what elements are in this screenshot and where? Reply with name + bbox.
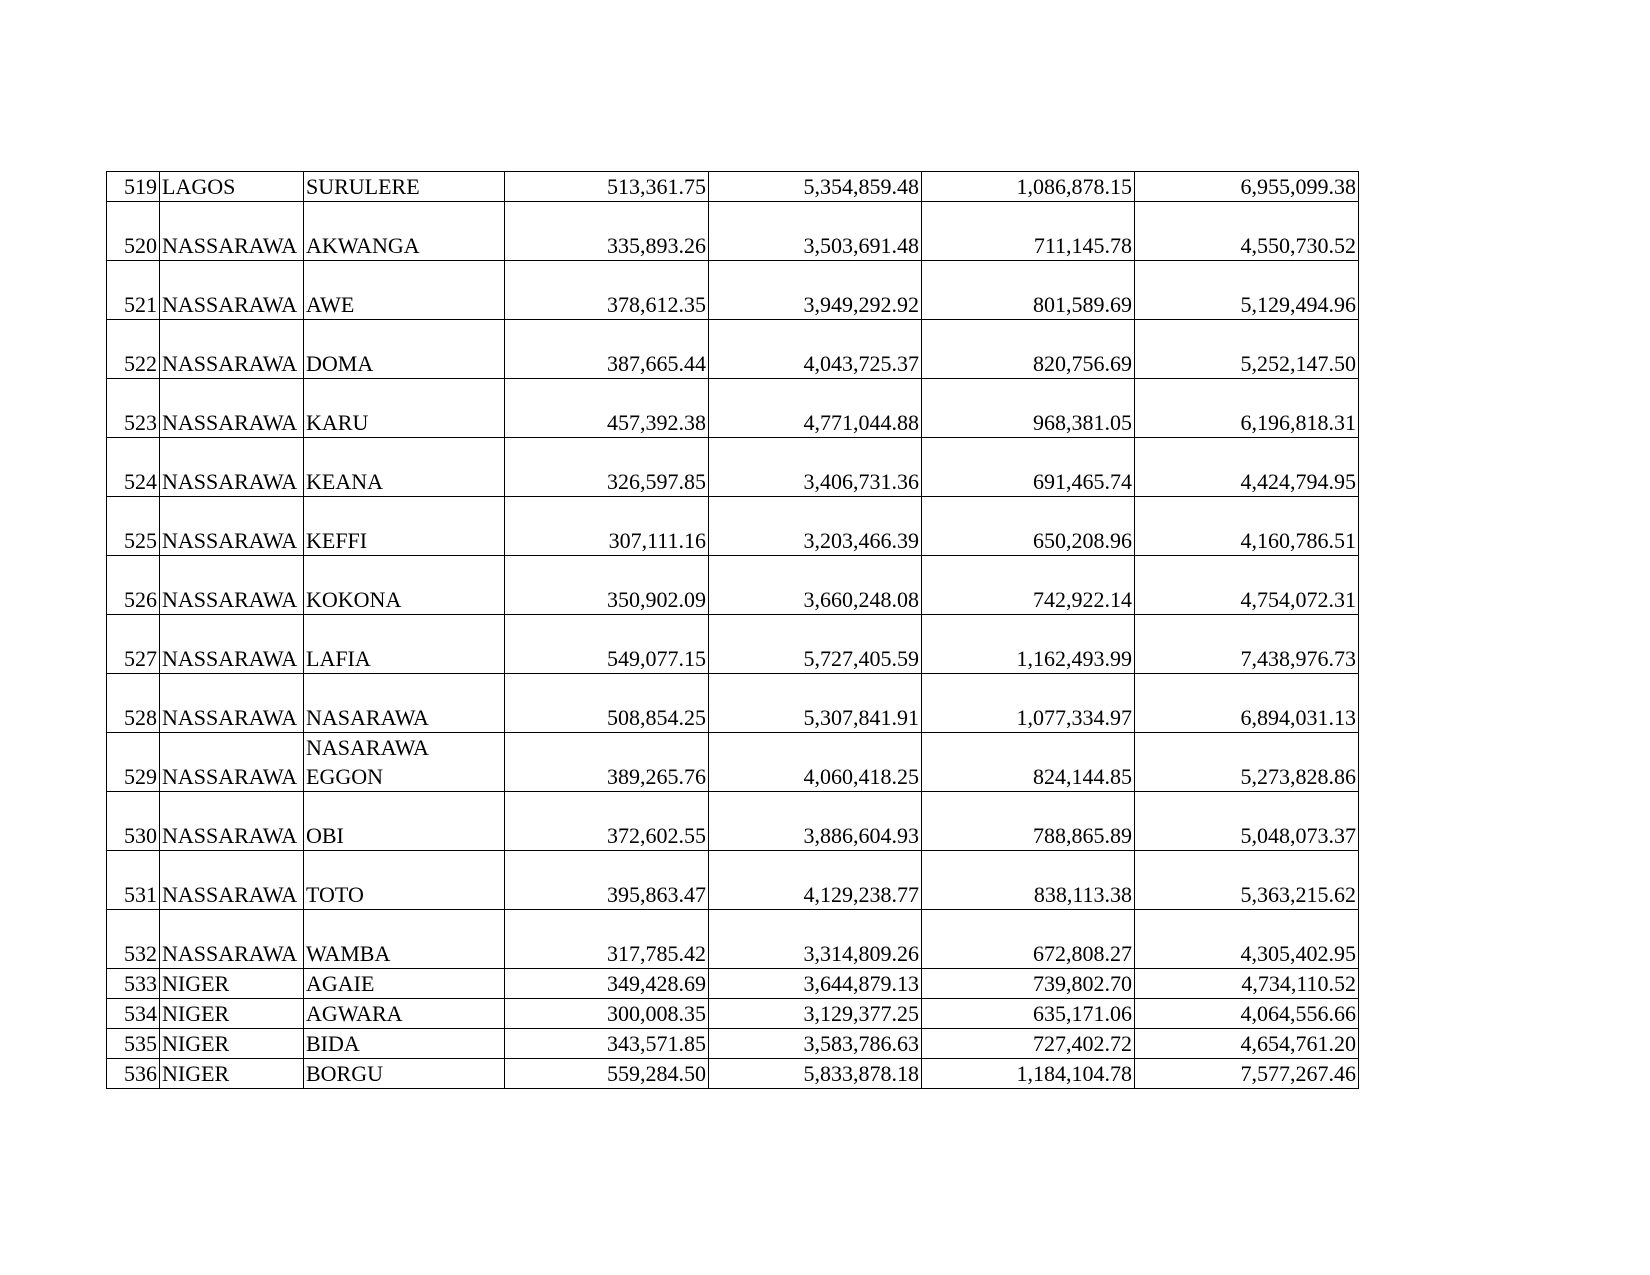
total-cell: 5,273,828.86: [1135, 733, 1359, 792]
amount-cell-1: 378,612.35: [505, 261, 709, 320]
amount-cell-3: 1,184,104.78: [922, 1059, 1135, 1089]
amount-cell-1: 343,571.85: [505, 1029, 709, 1059]
lga-cell: BORGU: [304, 1059, 505, 1089]
amount-cell-3: 824,144.85: [922, 733, 1135, 792]
amount-cell-2: 3,886,604.93: [709, 792, 922, 851]
table-row: [107, 792, 1359, 851]
serial-number-cell: 529: [107, 733, 160, 792]
state-cell: NASSARAWA: [160, 910, 304, 969]
amount-cell-3: 968,381.05: [922, 379, 1135, 438]
total-cell: 6,196,818.31: [1135, 379, 1359, 438]
total-cell: 4,654,761.20: [1135, 1029, 1359, 1059]
amount-cell-3: 788,865.89: [922, 792, 1135, 851]
state-cell: NASSARAWA: [160, 615, 304, 674]
serial-number-cell: 533: [107, 969, 160, 999]
amount-cell-3: 838,113.38: [922, 851, 1135, 910]
serial-number-cell: 525: [107, 497, 160, 556]
amount-cell-3: 1,077,334.97: [922, 674, 1135, 733]
total-cell: 4,424,794.95: [1135, 438, 1359, 497]
serial-number-cell: 528: [107, 674, 160, 733]
lga-cell: WAMBA: [304, 910, 505, 969]
amount-cell-1: 372,602.55: [505, 792, 709, 851]
amount-cell-3: 650,208.96: [922, 497, 1135, 556]
amount-cell-3: 1,162,493.99: [922, 615, 1135, 674]
table-row: [107, 969, 1359, 999]
serial-number-cell: 520: [107, 202, 160, 261]
amount-cell-2: 3,644,879.13: [709, 969, 922, 999]
total-cell: 4,550,730.52: [1135, 202, 1359, 261]
total-cell: 7,577,267.46: [1135, 1059, 1359, 1089]
state-cell: NASSARAWA: [160, 438, 304, 497]
total-cell: 5,129,494.96: [1135, 261, 1359, 320]
serial-number-cell: 527: [107, 615, 160, 674]
table-row: [107, 320, 1359, 379]
serial-number-cell: 521: [107, 261, 160, 320]
table-row: [107, 172, 1359, 202]
state-cell: NASSARAWA: [160, 792, 304, 851]
lga-cell: AGAIE: [304, 969, 505, 999]
total-cell: 5,252,147.50: [1135, 320, 1359, 379]
amount-cell-2: 5,833,878.18: [709, 1059, 922, 1089]
table-row: [107, 379, 1359, 438]
lga-cell: AGWARA: [304, 999, 505, 1029]
table-row: [107, 438, 1359, 497]
lga-cell: NASARAWA: [304, 674, 505, 733]
amount-cell-1: 457,392.38: [505, 379, 709, 438]
amount-cell-2: 4,060,418.25: [709, 733, 922, 792]
total-cell: 7,438,976.73: [1135, 615, 1359, 674]
amount-cell-1: 389,265.76: [505, 733, 709, 792]
amount-cell-2: 3,503,691.48: [709, 202, 922, 261]
amount-cell-3: 727,402.72: [922, 1029, 1135, 1059]
amount-cell-1: 317,785.42: [505, 910, 709, 969]
amount-cell-2: 3,660,248.08: [709, 556, 922, 615]
total-cell: 4,305,402.95: [1135, 910, 1359, 969]
total-cell: 4,734,110.52: [1135, 969, 1359, 999]
amount-cell-3: 742,922.14: [922, 556, 1135, 615]
amount-cell-3: 1,086,878.15: [922, 172, 1135, 202]
amount-cell-1: 307,111.16: [505, 497, 709, 556]
amount-cell-1: 549,077.15: [505, 615, 709, 674]
serial-number-cell: 531: [107, 851, 160, 910]
lga-cell: AWE: [304, 261, 505, 320]
table-row: [107, 497, 1359, 556]
lga-cell: SURULERE: [304, 172, 505, 202]
amount-cell-2: 3,203,466.39: [709, 497, 922, 556]
lga-cell: KARU: [304, 379, 505, 438]
amount-cell-3: 711,145.78: [922, 202, 1135, 261]
state-cell: NASSARAWA: [160, 497, 304, 556]
table-body: [107, 172, 1359, 1089]
state-cell: NASSARAWA: [160, 320, 304, 379]
state-cell: NIGER: [160, 1029, 304, 1059]
total-cell: 4,160,786.51: [1135, 497, 1359, 556]
serial-number-cell: 522: [107, 320, 160, 379]
amount-cell-2: 3,583,786.63: [709, 1029, 922, 1059]
amount-cell-1: 300,008.35: [505, 999, 709, 1029]
lga-cell: DOMA: [304, 320, 505, 379]
table-row: [107, 202, 1359, 261]
total-cell: 5,363,215.62: [1135, 851, 1359, 910]
lga-cell: KEANA: [304, 438, 505, 497]
amount-cell-3: 635,171.06: [922, 999, 1135, 1029]
lga-cell: KOKONA: [304, 556, 505, 615]
state-cell: LAGOS: [160, 172, 304, 202]
state-cell: NIGER: [160, 969, 304, 999]
table-row: [107, 556, 1359, 615]
amount-cell-2: 3,314,809.26: [709, 910, 922, 969]
amount-cell-1: 559,284.50: [505, 1059, 709, 1089]
amount-cell-3: 691,465.74: [922, 438, 1135, 497]
amount-cell-1: 508,854.25: [505, 674, 709, 733]
table-row: [107, 615, 1359, 674]
table-row: [107, 999, 1359, 1029]
state-cell: NIGER: [160, 1059, 304, 1089]
amount-cell-2: 3,406,731.36: [709, 438, 922, 497]
amount-cell-2: 4,771,044.88: [709, 379, 922, 438]
table-row: [107, 674, 1359, 733]
state-cell: NASSARAWA: [160, 674, 304, 733]
state-cell: NIGER: [160, 999, 304, 1029]
amount-cell-1: 326,597.85: [505, 438, 709, 497]
amount-cell-3: 739,802.70: [922, 969, 1135, 999]
total-cell: 4,064,556.66: [1135, 999, 1359, 1029]
table-row: [107, 851, 1359, 910]
total-cell: 6,955,099.38: [1135, 172, 1359, 202]
allocation-table: [106, 171, 1359, 1089]
serial-number-cell: 523: [107, 379, 160, 438]
lga-cell: BIDA: [304, 1029, 505, 1059]
lga-cell: AKWANGA: [304, 202, 505, 261]
amount-cell-2: 5,307,841.91: [709, 674, 922, 733]
lga-cell: LAFIA: [304, 615, 505, 674]
total-cell: 6,894,031.13: [1135, 674, 1359, 733]
amount-cell-3: 672,808.27: [922, 910, 1135, 969]
lga-cell: TOTO: [304, 851, 505, 910]
serial-number-cell: 530: [107, 792, 160, 851]
serial-number-cell: 519: [107, 172, 160, 202]
amount-cell-2: 3,949,292.92: [709, 261, 922, 320]
lga-cell: OBI: [304, 792, 505, 851]
lga-cell: NASARAWA EGGON: [304, 733, 505, 792]
table-row: [107, 1059, 1359, 1089]
amount-cell-1: 513,361.75: [505, 172, 709, 202]
state-cell: NASSARAWA: [160, 851, 304, 910]
table-row: [107, 261, 1359, 320]
state-cell: NASSARAWA: [160, 733, 304, 792]
serial-number-cell: 534: [107, 999, 160, 1029]
serial-number-cell: 526: [107, 556, 160, 615]
serial-number-cell: 536: [107, 1059, 160, 1089]
amount-cell-2: 4,129,238.77: [709, 851, 922, 910]
amount-cell-1: 387,665.44: [505, 320, 709, 379]
total-cell: 4,754,072.31: [1135, 556, 1359, 615]
amount-cell-1: 395,863.47: [505, 851, 709, 910]
amount-cell-2: 5,727,405.59: [709, 615, 922, 674]
state-cell: NASSARAWA: [160, 556, 304, 615]
table-row: [107, 910, 1359, 969]
total-cell: 5,048,073.37: [1135, 792, 1359, 851]
serial-number-cell: 535: [107, 1029, 160, 1059]
amount-cell-2: 3,129,377.25: [709, 999, 922, 1029]
state-cell: NASSARAWA: [160, 202, 304, 261]
amount-cell-2: 4,043,725.37: [709, 320, 922, 379]
amount-cell-1: 349,428.69: [505, 969, 709, 999]
table-row: [107, 1029, 1359, 1059]
serial-number-cell: 524: [107, 438, 160, 497]
amount-cell-2: 5,354,859.48: [709, 172, 922, 202]
amount-cell-3: 801,589.69: [922, 261, 1135, 320]
amount-cell-1: 335,893.26: [505, 202, 709, 261]
state-cell: NASSARAWA: [160, 379, 304, 438]
state-cell: NASSARAWA: [160, 261, 304, 320]
serial-number-cell: 532: [107, 910, 160, 969]
amount-cell-3: 820,756.69: [922, 320, 1135, 379]
table-row: [107, 733, 1359, 792]
amount-cell-1: 350,902.09: [505, 556, 709, 615]
lga-cell: KEFFI: [304, 497, 505, 556]
